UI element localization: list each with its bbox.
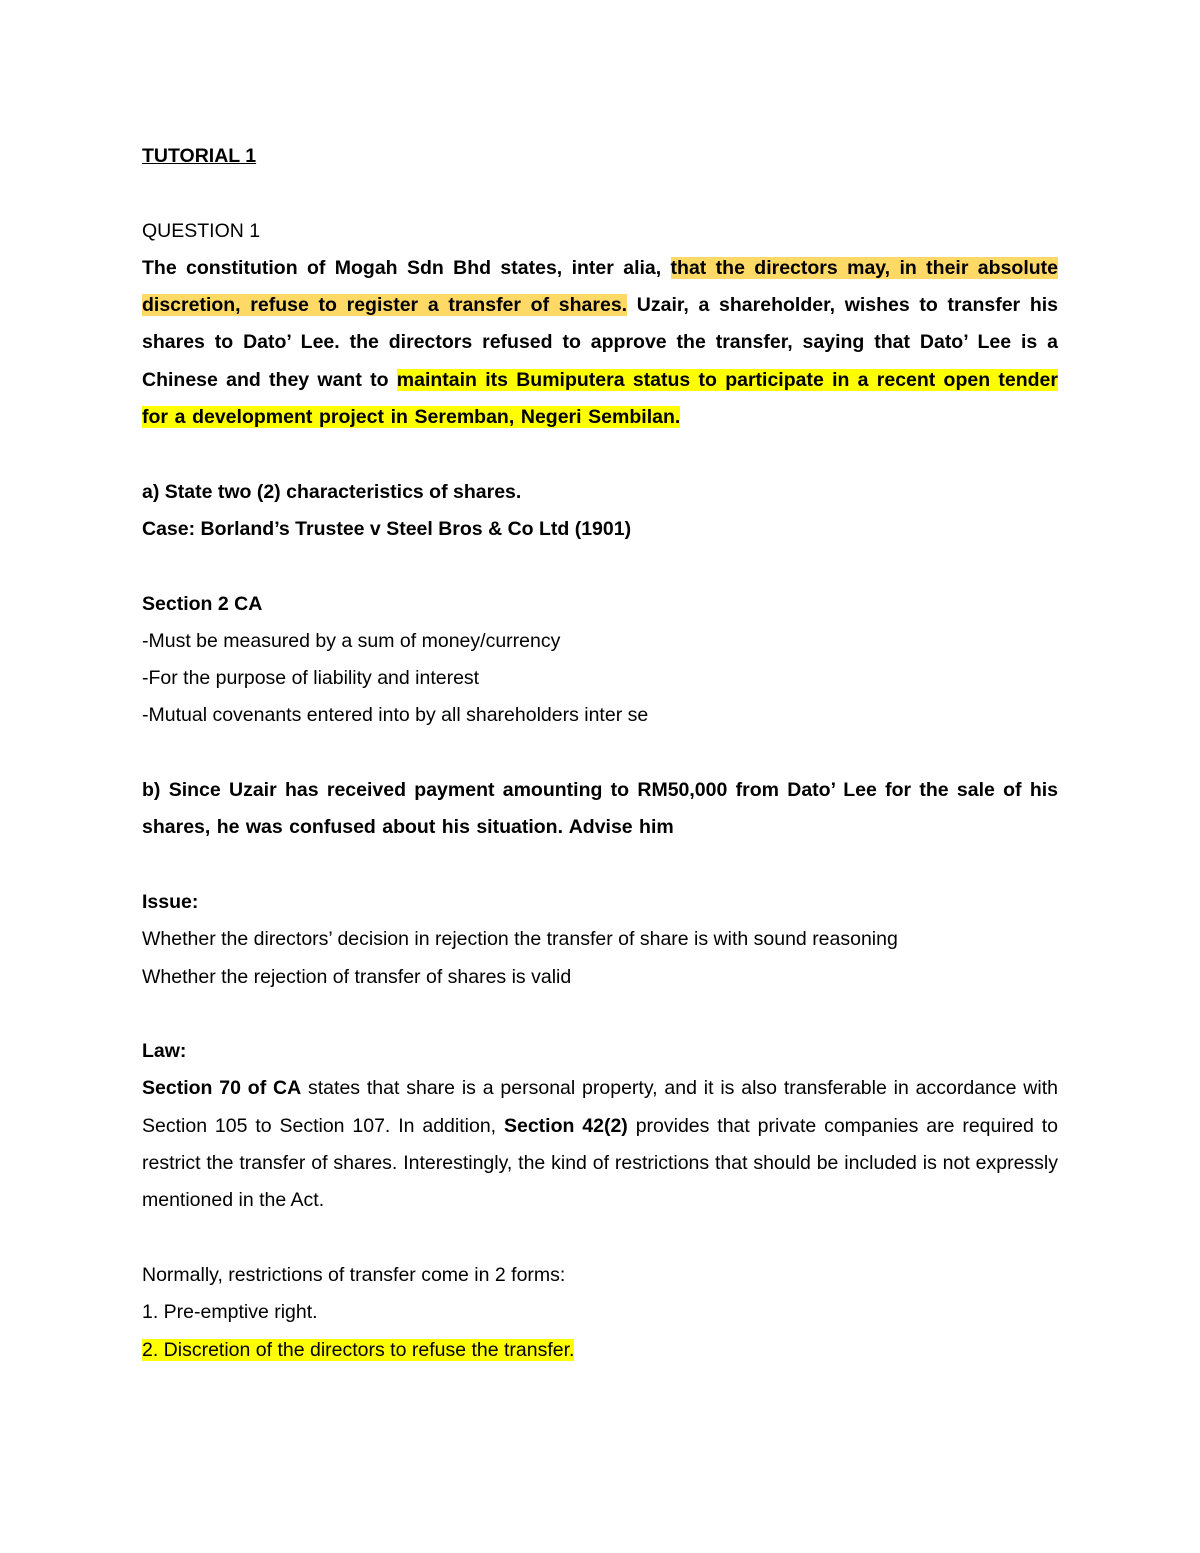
law-text-2: provides that private companies are required to restrict the transfer of shares. Interestingly, the kind of restrictions that should be included is not expressly mentioned in the Act. [142,1114,1059,1212]
form-item-2 [142,1332,1058,1369]
spacer [142,175,1058,212]
question-text-part1: The constitution of Mogah Sdn Bhd states, inter alia, [142,256,671,279]
law-paragraph [142,1070,1058,1219]
issue-item: Whether the directors’ decision in rejection the transfer of share is with sound reasoning [142,928,898,951]
question-text-part2: Uzair, a shareholder, wishes to transfer his shares to Dato’ Lee. the directors refused to approve the transfer, saying that Dato’ Lee is a Chinese and they want to [142,294,1058,391]
document-body [142,138,1058,1369]
issue-item: Whether the rejection of transfer of shares is valid [142,965,572,988]
law-section-70: Section 70 of CA [142,1077,302,1100]
spacer [142,548,1058,585]
part-a-section-heading: Section 2 CA [142,592,263,615]
spacer [142,735,1058,772]
part-a-point: -For the purpose of liability and interest [142,667,480,690]
part-a-point: -Mutual covenants entered into by all shareholders inter se [142,704,649,727]
question-highlight-discretion: that the directors may, in their absolute discretion, refuse to register a transfer of shares. [142,256,1058,317]
spacer [142,996,1058,1033]
form-item-2-highlight: 2. Discretion of the directors to refuse the transfer. [142,1338,575,1361]
forms-intro: Normally, restrictions of transfer come in 2 forms: [142,1263,566,1286]
spacer [142,847,1058,884]
part-a-case: Case: Borland’s Trustee v Steel Bros & Co Ltd (1901) [142,517,632,540]
part-a-question: a) State two (2) characteristics of shares. [142,480,522,503]
question-highlight-bumiputera: maintain its Bumiputera status to participate in a recent open tender for a development project in Seremban, Negeri Sembilan. [142,368,1058,429]
law-section-42: Section 42(2) [503,1114,628,1137]
question-label: QUESTION 1 [142,219,261,242]
spacer [142,1220,1058,1257]
document-title: TUTORIAL 1 [142,145,257,167]
spacer [142,436,1058,473]
law-heading: Law: [142,1040,187,1063]
issue-heading: Issue: [142,890,199,913]
part-b-question: b) Since Uzair has received payment amounting to RM50,000 from Dato’ Lee for the sale of his shares, he was confused about his situation. Advise him [142,779,1058,839]
law-text-1: states that share is a personal property, and it is also transferable in accordance with Section 105 to Section 107. In addition, [142,1077,1058,1137]
part-a-point: -Must be measured by a sum of money/currency [142,629,561,652]
question-text [142,250,1058,436]
form-item-1: 1. Pre-emptive right. [142,1301,318,1324]
